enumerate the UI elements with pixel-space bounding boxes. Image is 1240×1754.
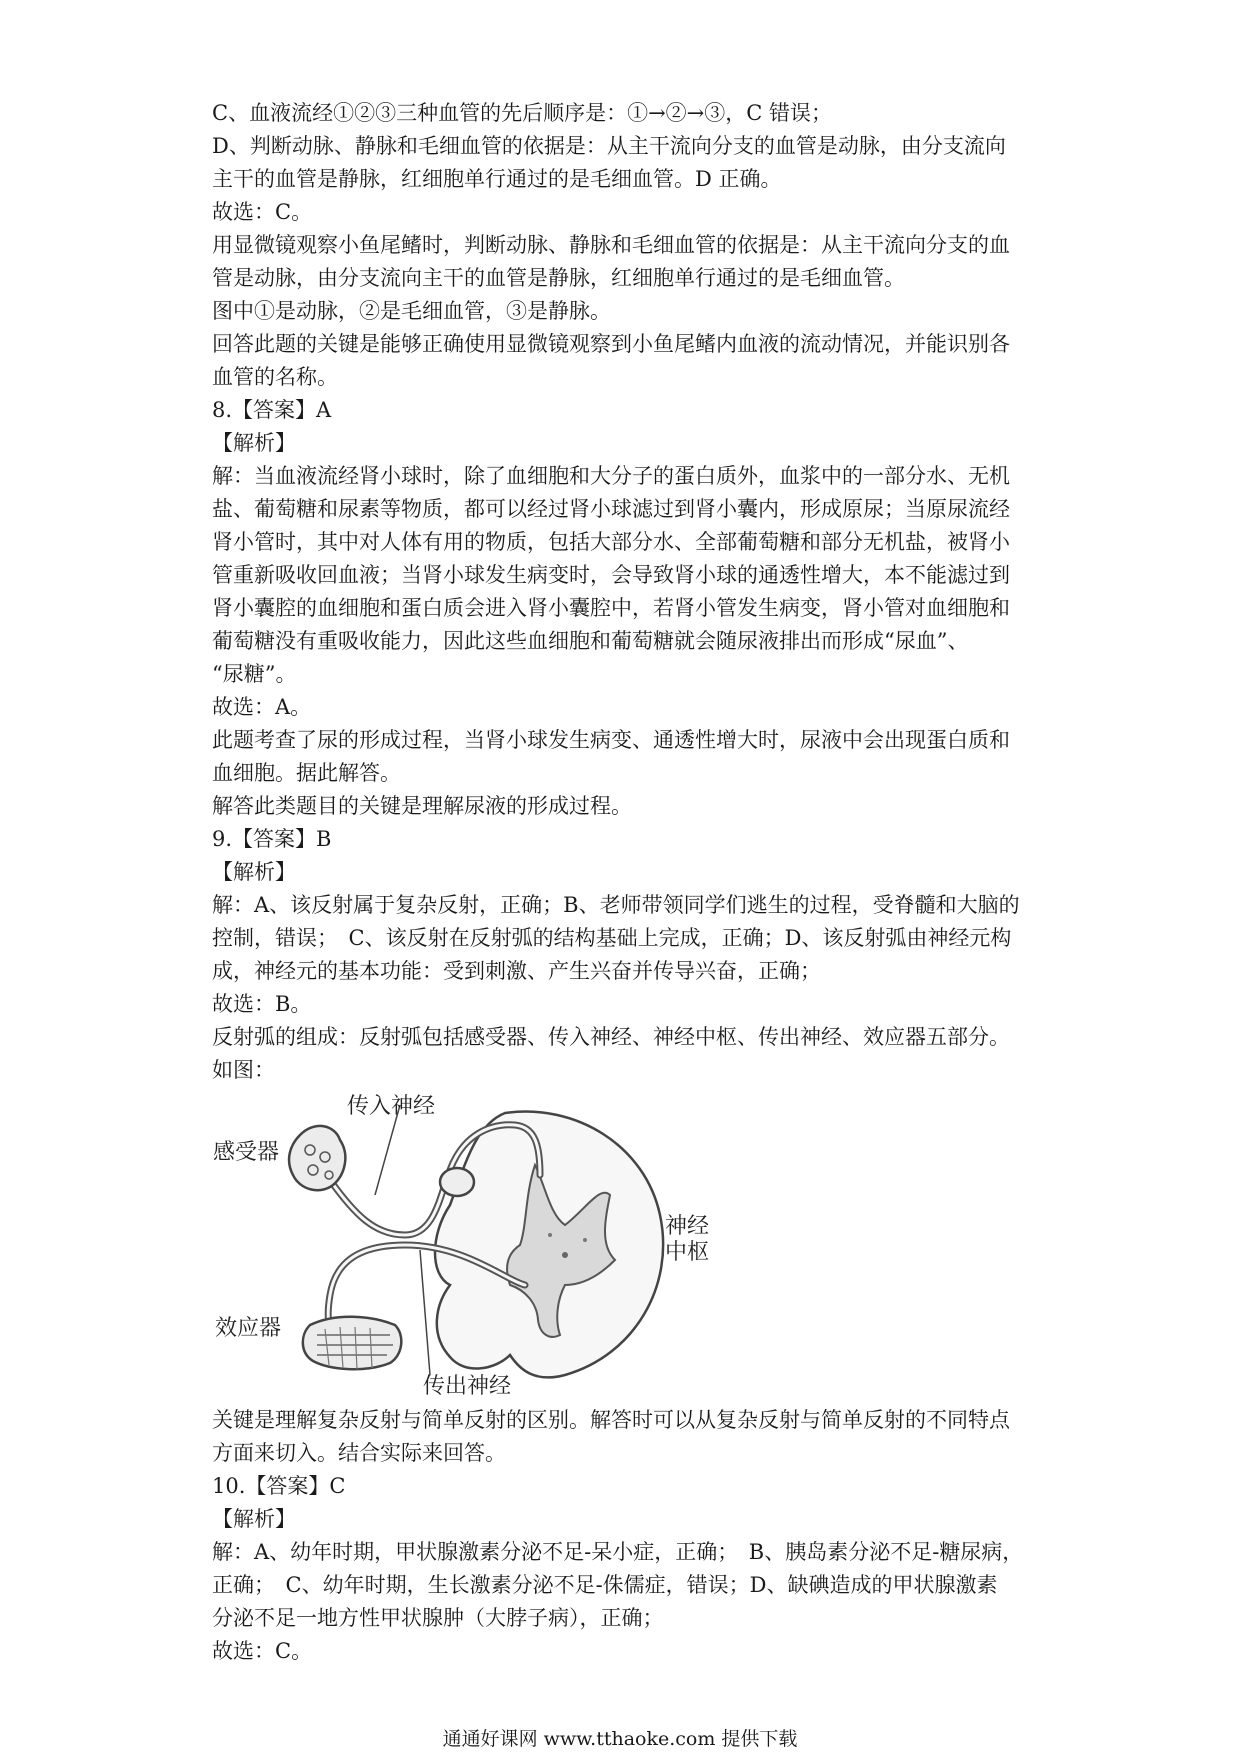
text-line: 故选：B。 bbox=[212, 992, 312, 1016]
text-line: 肾小管时，其中对人体有用的物质，包括大部分水、全部葡萄糖和部分无机盐，被肾小 bbox=[212, 530, 1010, 554]
text-line: 血管的名称。 bbox=[212, 365, 338, 389]
analysis-heading-9: 【解析】 bbox=[212, 860, 296, 884]
answer-heading-9: 9.【答案】B bbox=[212, 827, 332, 851]
text-line: 正确； C、幼年时期，生长激素分泌不足-侏儒症，错误；D、缺碘造成的甲状腺激素 bbox=[212, 1573, 998, 1597]
text-line: 成，神经元的基本功能：受到刺激、产生兴奋并传导兴奋，正确； bbox=[212, 959, 821, 983]
text-line: 葡萄糖没有重吸收能力，因此这些血细胞和葡萄糖就会随尿液排出而形成“尿血”、 bbox=[212, 629, 969, 653]
text-line: 故选：C。 bbox=[212, 200, 313, 224]
text-line: 故选：C。 bbox=[212, 1639, 313, 1663]
text-line: 如图： bbox=[212, 1058, 275, 1082]
text-line: 关键是理解复杂反射与简单反射的区别。解答时可以从复杂反射与简单反射的不同特点 bbox=[212, 1408, 1010, 1432]
receptor-shape bbox=[289, 1126, 345, 1190]
text-line: 肾小囊腔的血细胞和蛋白质会进入肾小囊腔中，若肾小管发生病变，肾小管对血细胞和 bbox=[212, 596, 1010, 620]
text-line: 分泌不足一地方性甲状腺肿（大脖子病），正确； bbox=[212, 1606, 664, 1630]
analysis-heading-10: 【解析】 bbox=[212, 1507, 296, 1531]
text-line: “尿糖”。 bbox=[212, 662, 297, 686]
text-line: 解答此类题目的关键是理解尿液的形成过程。 bbox=[212, 794, 632, 818]
text-line: 解：A、幼年时期，甲状腺激素分泌不足-呆小症，正确； B、胰岛素分泌不足-糖尿病， bbox=[212, 1540, 1024, 1564]
text-line: 反射弧的组成：反射弧包括感受器、传入神经、神经中枢、传出神经、效应器五部分。 bbox=[212, 1025, 1010, 1049]
analysis-heading-8: 【解析】 bbox=[212, 431, 296, 455]
text-line: 管是动脉，由分支流向主干的血管是静脉，红细胞单行通过的是毛细血管。 bbox=[212, 266, 905, 290]
text-line: 主干的血管是静脉，红细胞单行通过的是毛细血管。D 正确。 bbox=[212, 167, 782, 191]
answer-heading-10: 10.【答案】C bbox=[212, 1474, 346, 1498]
text-line: 故选：A。 bbox=[212, 695, 312, 719]
text-line: 用显微镜观察小鱼尾鳍时，判断动脉、静脉和毛细血管的依据是：从主干流向分支的血 bbox=[212, 233, 1010, 257]
label-nerve-center-2: 中枢 bbox=[665, 1240, 710, 1265]
text-line: 方面来切入。结合实际来回答。 bbox=[212, 1441, 506, 1465]
text-line: 回答此题的关键是能够正确使用显微镜观察到小鱼尾鳍内血液的流动情况，并能识别各 bbox=[212, 332, 1010, 356]
answer-heading-8: 8.【答案】A bbox=[212, 398, 332, 422]
text-line: 血细胞。据此解答。 bbox=[212, 761, 401, 785]
label-effector: 效应器 bbox=[215, 1316, 282, 1341]
effector-shape bbox=[303, 1317, 401, 1370]
text-line: C、血液流经①②③三种血管的先后顺序是：①→②→③，C 错误； bbox=[212, 101, 833, 125]
label-efferent-nerve: 传出神经 bbox=[423, 1374, 512, 1399]
text-line: 盐、葡萄糖和尿素等物质，都可以经过肾小球滤过到肾小囊内，形成原尿；当原尿流经 bbox=[212, 497, 1010, 521]
text-line: 解：A、该反射属于复杂反射，正确；B、老师带领同学们逃生的过程，受脊髓和大脑的 bbox=[212, 893, 1020, 917]
label-receptor: 感受器 bbox=[213, 1140, 280, 1165]
text-line: 此题考查了尿的形成过程，当肾小球发生病变、通透性增大时，尿液中会出现蛋白质和 bbox=[212, 728, 1010, 752]
text-line: 图中①是动脉，②是毛细血管，③是静脉。 bbox=[212, 299, 611, 323]
page-footer: 通通好课网 www.tthaoke.com 提供下载 bbox=[442, 1728, 798, 1750]
ganglion bbox=[440, 1168, 474, 1196]
text-line: 管重新吸收回血液；当肾小球发生病变时，会导致肾小球的通透性增大，本不能滤过到 bbox=[212, 563, 1010, 587]
text-line: D、判断动脉、静脉和毛细血管的依据是：从主干流向分支的血管是动脉，由分支流向 bbox=[212, 134, 1006, 158]
text-line: 解：当血液流经肾小球时，除了血细胞和大分子的蛋白质外，血浆中的一部分水、无机 bbox=[212, 464, 1010, 488]
label-nerve-center-1: 神经 bbox=[665, 1214, 710, 1239]
text-line: 控制，错误； C、该反射在反射弧的结构基础上完成，正确；D、该反射弧由神经元构 bbox=[212, 926, 1012, 950]
label-afferent-nerve: 传入神经 bbox=[347, 1094, 436, 1119]
reflex-arc-diagram bbox=[205, 1085, 725, 1403]
